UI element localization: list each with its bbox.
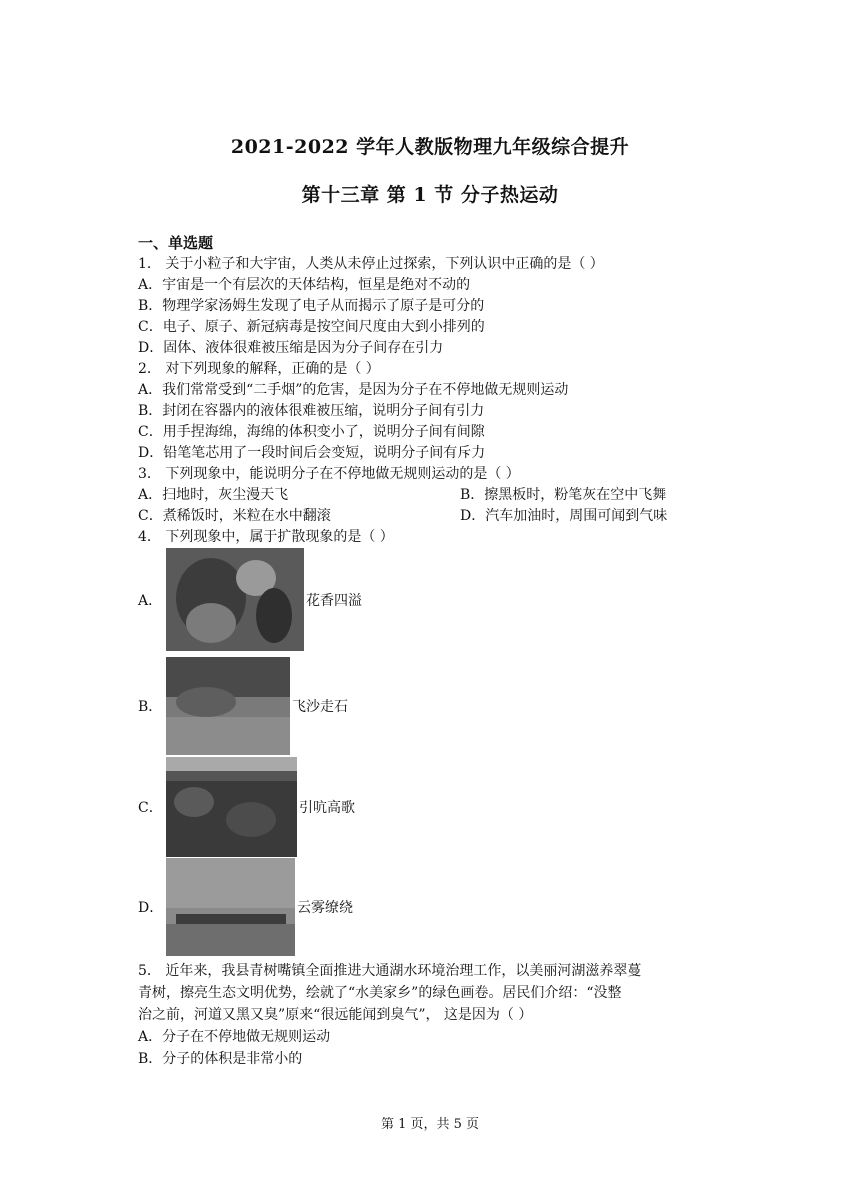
- q1-option-b: B．物理学家汤姆生发现了电子从而揭示了原子是可分的: [138, 298, 485, 314]
- q1-option-a: A．宇宙是一个有层次的天体结构，恒星是绝对不动的: [138, 277, 471, 293]
- q4-option-a-label: A．: [138, 592, 163, 609]
- singing-crowd-photo: [166, 757, 297, 857]
- q4-option-b-label: B．: [138, 699, 163, 715]
- q4-option-c: [138, 757, 355, 857]
- q4-option-d-label: D．: [138, 900, 164, 916]
- q4-option-b: [138, 657, 348, 755]
- q5-stem-line-1: 5． 近年来，我县青树嘴镇全面推进大通湖水环境治理工作，以美丽河湖滋养翠蔓: [138, 963, 642, 979]
- q1-option-c: C．电子、原子、新冠病毒是按空间尺度由大到小排列的: [138, 319, 485, 335]
- q3-stem: 3． 下列现象中，能说明分子在不停地做无规则运动的是（ ）: [138, 466, 520, 482]
- document-title: 2021-2022 学年人教版物理九年级综合提升: [230, 136, 630, 158]
- q4-option-c-text: 引吭高歌: [299, 800, 355, 816]
- q2-option-d: D．铅笔笔芯用了一段时间后会变短，说明分子间有斥力: [138, 445, 486, 461]
- chapter-title: 第十三章 第 1 节 分子热运动: [301, 184, 559, 206]
- q1-stem: 1． 关于小粒子和大宇宙，人类从未停止过探索，下列认识中正确的是（ ）: [138, 256, 604, 272]
- q4-option-d: [138, 858, 353, 956]
- page-footer: 第 1 页，共 5 页: [380, 1117, 480, 1132]
- q4-option-b-text: 飞沙走石: [292, 699, 348, 715]
- q5-option-a: A．分子在不停地做无规则运动: [138, 1029, 331, 1045]
- q2-stem: 2． 对下列现象的解释，正确的是（ ）: [138, 361, 380, 377]
- q5-stem-line-3: 治之前，河道又黑又臭”原来“很远能闻到臭气”， 这是因为（ ）: [138, 1007, 533, 1023]
- q3-option-a: A．扫地时，灰尘漫天飞: [138, 487, 289, 503]
- section-heading: 一、单选题: [138, 234, 214, 252]
- q3-option-d: D．汽车加油时，周围可闻到气味: [460, 508, 668, 524]
- q4-option-a: [138, 548, 362, 651]
- q3-option-b: B．擦黑板时，粉笔灰在空中飞舞: [460, 487, 667, 503]
- q2-option-a: A．我们常常受到“二手烟”的危害，是因为分子在不停地做无规则运动: [138, 382, 569, 398]
- q4-stem: 4． 下列现象中，属于扩散现象的是（ ）: [138, 529, 394, 545]
- q1-option-d: D．固体、液体很难被压缩是因为分子间存在引力: [138, 340, 444, 356]
- flower-smelling-photo: [166, 548, 304, 651]
- q5-stem-line-2: 青树，擦亮生态文明优势，绘就了“水美家乡”的绿色画卷。居民们介绍：“没整: [138, 985, 622, 1001]
- q3-option-c: C．煮稀饭时，米粒在水中翻滚: [138, 508, 331, 524]
- sandstorm-photo: [166, 657, 290, 755]
- fog-photo: [166, 858, 295, 956]
- q2-option-b: B．封闭在容器内的液体很难被压缩，说明分子间有引力: [138, 403, 485, 419]
- q5-option-b: B．分子的体积是非常小的: [138, 1051, 303, 1067]
- q4-option-d-text: 云雾缭绕: [297, 900, 353, 916]
- q4-option-c-label: C．: [138, 800, 163, 816]
- q2-option-c: C．用手捏海绵，海绵的体积变小了，说明分子间有间隙: [138, 424, 485, 440]
- q4-option-a-text: 花香四溢: [306, 592, 362, 609]
